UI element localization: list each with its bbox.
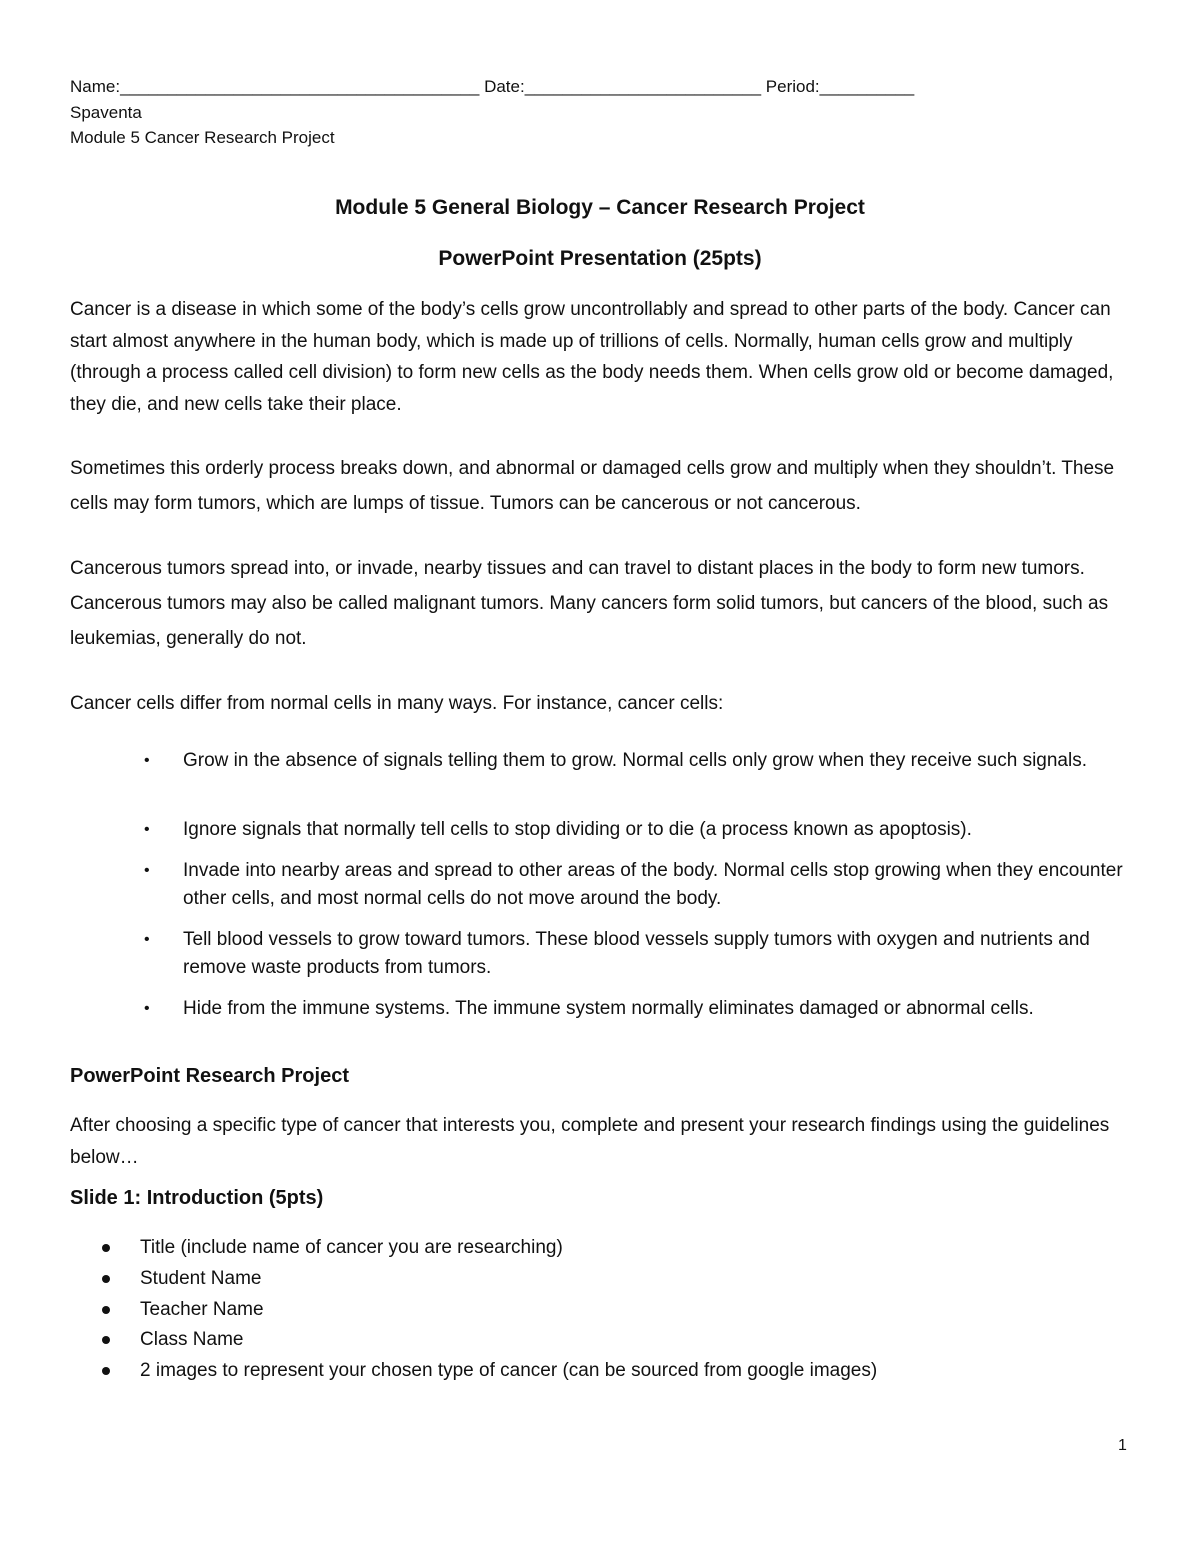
bullet-icon: • [144,1000,150,1017]
page-number: 1 [1118,1437,1127,1454]
list-item: • Hide from the immune systems. The immune system normally eliminates damaged or abnormal cells. [145,995,1135,1023]
malignant-paragraph: Cancerous tumors spread into, or invade, nearby tissues and can travel to distant places in the body to form new tumors. Cancerous tumors may also be called malignant tumors. Many cancers form solid tumors, but cancers of the blood, such as leukemias, generally do not. [70,558,1109,649]
bullet-icon: • [144,752,150,769]
teacher-name: Spaventa [70,103,142,122]
list-item: Title (include name of cancer you are researching) [102,1235,563,1261]
list-item: • Grow in the absence of signals telling them to grow. Normal cells only grow when they receive such signals. [145,747,1135,775]
list-item: • Tell blood vessels to grow toward tumors. These blood vessels supply tumors with oxygen and nutrients and remove waste products from tumors. [145,926,1135,982]
list-item: Teacher Name [102,1297,264,1323]
bullet-icon [102,1306,110,1314]
slide1-heading: Slide 1: Introduction (5pts) [70,1187,324,1209]
intro-paragraph: Cancer is a disease in which some of the body’s cells grow uncontrollably and spread to other parts of the body. Cancer can start almost anywhere in the human body, which is made up of trillions of cells. Normally, human cells grow and multiply (through a process called cell division) to form new cells as the body needs them. When cells grow old or become damaged, they die, and new cells take their place. [70,299,1114,415]
list-item: Class Name [102,1327,243,1353]
bullet-icon: • [144,862,150,879]
differences-paragraph: Cancer cells differ from normal cells in many ways. For instance, cancer cells: [70,693,724,714]
document-subtitle: PowerPoint Presentation (25pts) [438,247,762,270]
bullet-icon [102,1367,110,1375]
tumor-paragraph: Sometimes this orderly process breaks down, and abnormal or damaged cells grow and multiply when they shouldn’t. These cells may form tumors, which are lumps of tissue. Tumors can be cancerous or not cancerous. [70,458,1115,514]
bullet-icon [102,1244,110,1252]
list-item: 2 images to represent your chosen type of cancer (can be sourced from google images) [102,1358,877,1384]
list-item: Student Name [102,1266,261,1292]
name-date-period-line: Name:______________________________________ Date:_________________________ Period:__________ [70,77,915,96]
bullet-icon [102,1275,110,1283]
list-item: • Ignore signals that normally tell cells to stop dividing or to die (a process known as apoptosis). [145,816,1135,844]
course-label: Module 5 Cancer Research Project [70,128,335,147]
project-heading: PowerPoint Research Project [70,1065,349,1087]
bullet-icon [102,1336,110,1344]
bullet-icon: • [144,821,150,838]
list-item: • Invade into nearby areas and spread to other areas of the body. Normal cells stop growing when they encounter other cells, and most normal cells do not move around the body. [145,857,1135,913]
bullet-icon: • [144,931,150,948]
project-instructions: After choosing a specific type of cancer that interests you, complete and present your research findings using the guidelines below… [70,1115,1110,1168]
document-title: Module 5 General Biology – Cancer Research Project [335,196,865,219]
